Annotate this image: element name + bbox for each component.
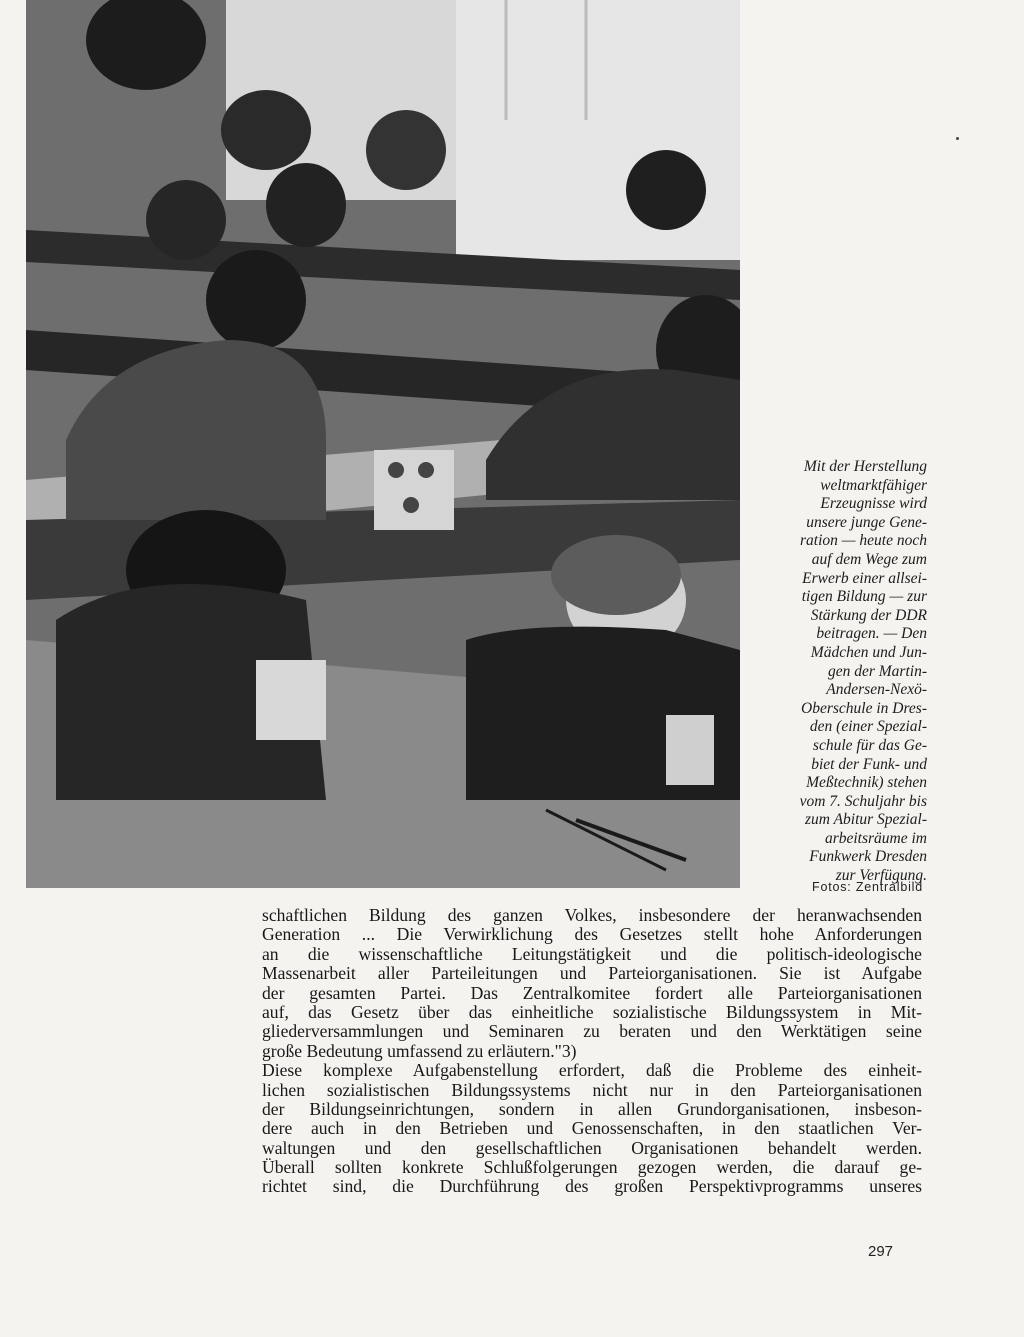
classroom-photo <box>26 0 740 888</box>
caption-line: Oberschule in Dres- <box>801 699 927 717</box>
text-line: der gesamten Partei. Das Zentralkomitee fordert alle Parteiorganisationen <box>262 982 922 1003</box>
text-line: der Bildungseinrichtungen, sondern in allen Grundorganisationen, insbeson- <box>262 1098 922 1119</box>
caption-line: schule für das Ge- <box>812 736 927 754</box>
text-line: schaftlichen Bildung des ganzen Volkes, insbesondere der heranwachsenden <box>262 905 922 925</box>
caption-line: Erzeugnisse wird <box>820 495 927 513</box>
caption-line: biet der Funk- und <box>811 755 927 773</box>
caption-line: Stärkung der DDR <box>810 606 927 624</box>
text-line: Massenarbeit aller Parteileitungen und Parteiorganisationen. Sie ist Aufgabe <box>262 963 922 984</box>
text-line: gliederversammlungen und Seminaren zu beraten und den Werktätigen seine <box>262 1021 922 1042</box>
text-line: waltungen und den gesellschaftlichen Organisationen behandelt werden. <box>262 1137 922 1158</box>
caption-line: auf dem Wege zum <box>811 550 927 568</box>
text-line: an die wissenschaftliche Leitungstätigkeit und die politisch-ideologische <box>262 943 922 964</box>
caption-line: unsere junge Gene- <box>806 513 927 531</box>
text-line: Überall sollten konkrete Schlußfolgerungen gezogen werden, die darauf ge- <box>262 1157 922 1178</box>
caption-line: ration — heute noch <box>800 532 927 550</box>
page-number: 297 <box>868 1243 894 1260</box>
photo-caption <box>742 458 927 886</box>
caption-line: gen der Martin- <box>827 662 927 680</box>
caption-line: Mit der Herstellung <box>803 458 927 475</box>
caption-line: Funkwerk Dresden <box>809 848 927 866</box>
caption-line: den (einer Spezial- <box>809 718 927 736</box>
text-line: richtet sind, die Durchführung des großen Perspektivprogramms unseres <box>262 1176 922 1197</box>
text-line: Generation ... Die Verwirklichung des Gesetzes stellt hohe Anforderungen <box>262 924 922 945</box>
caption-line: beitragen. — Den <box>816 625 927 643</box>
text-line: lichen sozialistischen Bildungssystems nicht nur in den Parteiorganisationen <box>262 1079 922 1100</box>
caption-line: zur Verfügung. <box>835 867 927 885</box>
caption-line: Andersen-Nexö- <box>826 681 927 699</box>
text-line: dere auch in den Betrieben und Genossenschaften, in den staatlichen Ver- <box>262 1118 922 1139</box>
caption-line: Mädchen und Jun- <box>810 643 927 661</box>
caption-line: vom 7. Schuljahr bis <box>799 792 927 810</box>
photo-credit: Fotos: Zentralbild <box>812 880 923 894</box>
body-text <box>262 906 922 1197</box>
caption-line: arbeitsräume im <box>824 829 927 847</box>
print-speck <box>956 137 959 140</box>
text-line: große Bedeutung umfassend zu erläutern."3) <box>262 1040 577 1061</box>
caption-line: weltmarktfähiger <box>820 476 927 494</box>
text-line: Diese komplexe Aufgabenstellung erfordert, daß die Probleme des einheit- <box>262 1060 922 1081</box>
photo-icon <box>26 0 740 888</box>
caption-line: Meßtechnik) stehen <box>806 774 927 792</box>
caption-line: Erwerb einer allsei- <box>802 569 927 587</box>
caption-line: zum Abitur Spezial- <box>805 811 927 829</box>
text-line: auf, das Gesetz über das einheitliche sozialistische Bildungssystem in Mit- <box>262 1001 922 1022</box>
caption-line: tigen Bildung — zur <box>801 588 927 606</box>
